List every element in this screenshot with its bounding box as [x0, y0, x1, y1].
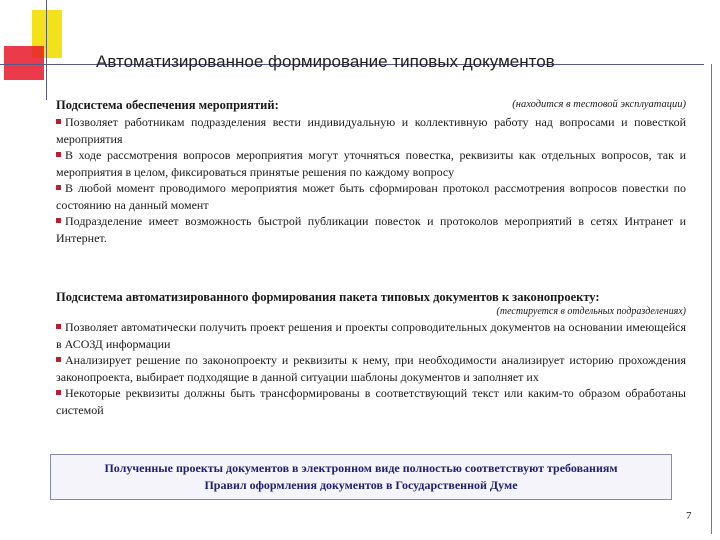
bullet-icon: [56, 119, 61, 124]
bullet-icon: [56, 152, 61, 157]
conclusion-line-2: Правил оформления документов в Государственной Думе: [204, 478, 518, 492]
conclusion-box: [50, 454, 672, 500]
page-number: 7: [686, 510, 692, 522]
list-item: Некоторые реквизиты должны быть трансформированы в соответствующий текст или каким-то образом обработаны системой: [56, 386, 686, 417]
section-status-note: (тестируется в отдельных подразделениях): [496, 306, 686, 317]
bullet-icon: [56, 357, 61, 362]
section-heading: Подсистема обеспечения мероприятий:: [56, 98, 279, 112]
list-item: В любой момент проводимого мероприятия может быть сформирован протокол рассмотрения вопросов повестки по состоянию на данный момент: [56, 181, 686, 212]
section-header: [56, 289, 686, 306]
decor-red-square: [4, 46, 44, 80]
bullet-icon: [56, 218, 61, 223]
conclusion-line-1: Полученные проекты документов в электронном виде полностью соответствуют требованиям: [104, 461, 618, 475]
slide-title: Автоматизированное формирование типовых документов: [96, 52, 555, 71]
section-status-note: (находится в тестовой эксплуатации): [512, 99, 686, 110]
list-item: Позволяет автоматически получить проект решения и проекты сопроводительных документов на основании имеющейся в АСОЗД информации: [56, 320, 686, 351]
decor-vertical-line: [46, 0, 47, 100]
list-item: В ходе рассмотрения вопросов мероприятия могут уточняться повестка, реквизиты как отдельных вопросов, так и мероприятия в целом, фиксироваться принятые решения по каждому вопросу: [56, 148, 686, 179]
section-events: [56, 97, 686, 246]
bullet-icon: [56, 390, 61, 395]
list-item: Анализирует решение по законопроекту и реквизиты к нему, при необходимости анализирует историю прохождения законопроекта, выбирает подходящие в данной ситуации шаблоны документов и заполняет их: [56, 353, 686, 384]
section-header: [56, 97, 686, 114]
list-item: Позволяет работникам подразделения вести индивидуальную и коллективную работу над вопросами и повесткой мероприятия: [56, 115, 686, 146]
right-border-line: [711, 64, 712, 534]
bullet-icon: [56, 185, 61, 190]
section-heading: Подсистема автоматизированного формирования пакета типовых документов к законопроекту:: [56, 290, 600, 304]
list-item: Подразделение имеет возможность быстрой публикации повесток и протоколов мероприятий в сетях Интранет и Интернет.: [56, 214, 686, 245]
bullet-icon: [56, 324, 61, 329]
section-documents: [56, 289, 686, 418]
